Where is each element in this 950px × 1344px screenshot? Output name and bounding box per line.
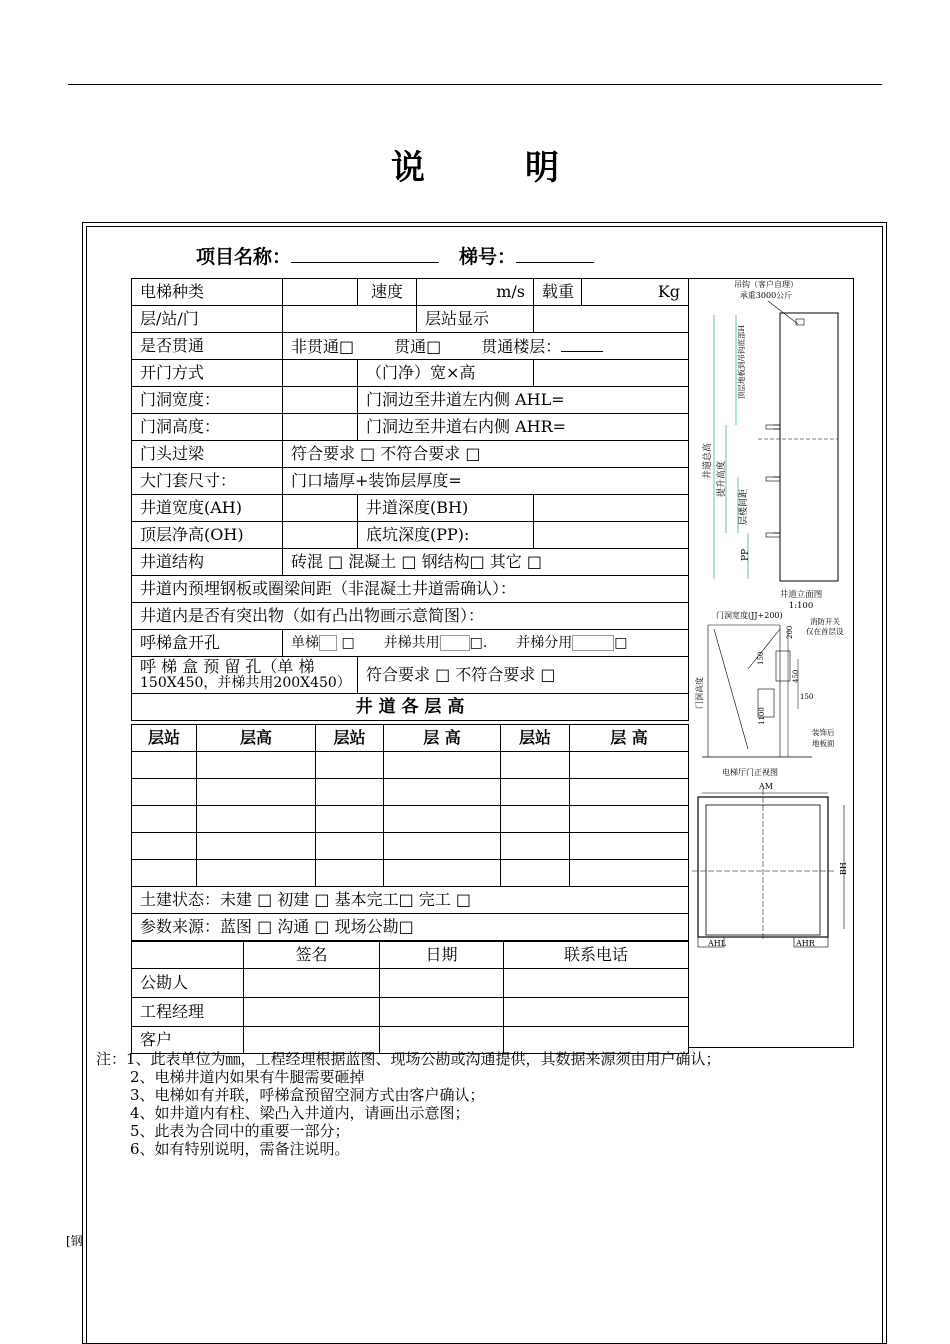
shaft-outline	[780, 313, 838, 581]
label-pp: 底坑深度(PP):	[358, 522, 534, 549]
label-oh: 顶层净高(OH)	[132, 522, 283, 549]
fig-elevation-scale: 1:100	[788, 601, 814, 611]
note-5: 5、此表为合同中的重要一部分；	[130, 1122, 350, 1140]
label-callbox-shared: 并梯共用	[383, 635, 440, 651]
project-name-label: 项目名称：	[196, 246, 292, 268]
field-through-floor[interactable]	[561, 337, 603, 352]
sign-col-signature: 签名	[244, 942, 380, 969]
value-door-height[interactable]	[283, 414, 358, 441]
label-callbox-split: 并梯分用	[516, 635, 573, 651]
label-protrusion[interactable]: 井道内是否有突出物（如有凸出物画示意简图）：	[132, 603, 689, 630]
label-structure: 井道结构	[132, 549, 283, 576]
label-ah: 井道宽度(AH)	[132, 495, 283, 522]
heights-table	[131, 724, 689, 941]
checkbox-callbox-shared[interactable]: □.	[469, 635, 488, 651]
label-elevator-type: 电梯种类	[132, 279, 283, 306]
label-display: 层站显示	[417, 306, 534, 333]
label-door-height: 门洞高度：	[132, 414, 283, 441]
sign-col-date: 日期	[380, 942, 504, 969]
side-mark: [钢	[66, 1234, 83, 1248]
fig-door-width: 门洞宽度(JJ+200)	[716, 611, 783, 620]
table-row	[132, 752, 689, 779]
title-char-2: 明	[525, 148, 559, 188]
label-door-size: （门净）宽×高	[358, 360, 534, 387]
fig-pp: PP	[741, 548, 751, 561]
note-6: 6、如有特别说明，需备注说明。	[130, 1140, 350, 1158]
heights-col-station-2: 层站	[316, 725, 384, 752]
fig-lift-height: 提升高度	[717, 460, 727, 497]
note-1: 注：1、此表单位为㎜，工程经理根据蓝图、现场公勘或沟通提供，其数据来源须由用户确认；	[96, 1050, 721, 1068]
elevator-no-field[interactable]	[516, 244, 594, 263]
label-floors: 层/站/门	[132, 306, 283, 333]
value-callbox-reserve[interactable]: 符合要求 □ 不符合要求 □	[358, 657, 689, 694]
checkbox-callbox-split[interactable]: □	[614, 635, 628, 651]
fig-dim-200: 200	[786, 625, 794, 639]
fig-front-title: 电梯厅门正视图	[722, 768, 778, 777]
value-through	[283, 333, 689, 360]
label-lintel: 门头过梁	[132, 441, 283, 468]
hook-icon	[796, 319, 804, 325]
fig-elevation-title: 井道立面图	[779, 590, 823, 600]
sign-col-phone: 联系电话	[504, 942, 689, 969]
split-box-icon	[572, 635, 614, 651]
heights-col-station-3: 层站	[501, 725, 570, 752]
label-through-floor: 贯通楼层：	[481, 336, 562, 356]
value-door-frame[interactable]: 门口墙厚+装饰层厚度=	[283, 468, 689, 495]
value-speed[interactable]: m/s	[417, 279, 534, 306]
heights-col-height-3: 层 高	[570, 725, 689, 752]
fig-dim-150a: 150	[757, 651, 765, 665]
shared-box-icon	[440, 635, 470, 651]
label-door-width: 门洞宽度：	[132, 387, 283, 414]
data-source[interactable]: 参数来源：蓝图 □ 沟通 □ 现场公勘□	[132, 914, 689, 941]
spec-table	[131, 278, 689, 721]
fig-door-height: 门洞高度	[695, 677, 704, 709]
heights-col-height-2: 层 高	[384, 725, 501, 752]
note-4: 4、如井道内有柱、梁凸入井道内，请画出示意图；	[130, 1104, 470, 1122]
value-ah[interactable]	[283, 495, 358, 522]
label-bh: 井道深度(BH)	[358, 495, 534, 522]
value-structure[interactable]: 砖混 □ 混凝土 □ 钢结构□ 其它 □	[283, 549, 689, 576]
fig-hook-label: 吊钩（客户自理）	[734, 280, 798, 289]
table-row	[132, 806, 689, 833]
label-ahr: 门洞边至井道右内侧 AHR=	[358, 414, 689, 441]
checkbox-not-through[interactable]: 非贯通□	[291, 336, 355, 356]
label-callbox-single: 单梯	[291, 635, 320, 651]
label-door-frame: 大门套尺寸：	[132, 468, 283, 495]
checkbox-through[interactable]: 贯通□	[394, 336, 442, 356]
fig-dim-450: 450	[792, 669, 800, 683]
fig-dim-150b: 150	[800, 693, 814, 701]
heights-col-station-1: 层站	[132, 725, 197, 752]
value-open-mode[interactable]	[283, 360, 358, 387]
value-load[interactable]: Kg	[582, 279, 689, 306]
table-row	[132, 779, 689, 806]
signature-table	[131, 941, 689, 1054]
value-door-size[interactable]	[534, 360, 689, 387]
notes	[96, 1050, 721, 1158]
single-box-icon	[319, 635, 337, 651]
value-lintel[interactable]: 符合要求 □ 不符合要求 □	[283, 441, 689, 468]
page-title	[0, 140, 950, 189]
value-display[interactable]	[534, 306, 689, 333]
sign-row-customer: 客户	[132, 1027, 244, 1054]
sign-row-surveyor: 公勘人	[132, 969, 244, 998]
figures-svg	[688, 279, 854, 1049]
fig-dim-1100: 1100	[758, 707, 766, 725]
figure-panel	[688, 278, 854, 1048]
value-oh[interactable]	[283, 522, 358, 549]
label-ahl: 门洞边至井道左内侧 AHL=	[358, 387, 689, 414]
value-floors[interactable]	[283, 306, 417, 333]
fig-fire-switch-note: 仅在首层设	[806, 627, 844, 636]
note-2: 2、电梯井道内如果有牛腿需要砸掉	[130, 1068, 365, 1086]
fig-ahr: AHR	[796, 939, 815, 948]
value-bh[interactable]	[534, 495, 689, 522]
label-callbox-reserve: 呼 梯 盒 预 留 孔（单 梯 150X450，并梯共用200X450）	[132, 657, 358, 694]
fig-bh: BH	[839, 862, 848, 875]
title-char-1: 说	[391, 148, 425, 188]
label-embedded-plate[interactable]: 井道内预埋钢板或圈梁间距（非混凝土井道需确认）：	[132, 576, 689, 603]
fig-ahl: AHL	[708, 939, 727, 948]
fig-total-height: 井道总高	[703, 442, 713, 479]
fig-hook-load: 承重3000公斤	[739, 291, 793, 300]
value-callbox	[283, 630, 689, 657]
construction-status[interactable]: 土建状态：未建 □ 初建 □ 基本完工□ 完工 □	[132, 887, 689, 914]
top-rule	[68, 84, 882, 85]
project-name-field[interactable]	[291, 244, 439, 263]
value-door-width[interactable]	[283, 387, 358, 414]
elevator-no-label: 梯号：	[459, 246, 517, 268]
table-row	[132, 860, 689, 887]
checkbox-callbox-single[interactable]: □	[341, 635, 355, 651]
label-through: 是否贯通	[132, 333, 283, 360]
fig-fire-switch: 消防开关	[810, 617, 840, 626]
value-pp[interactable]	[534, 522, 689, 549]
label-open-mode: 开门方式	[132, 360, 283, 387]
value-elevator-type[interactable]	[283, 279, 358, 306]
project-line	[196, 242, 594, 269]
label-load: 载重	[534, 279, 582, 306]
fig-floor-gap: 层楼间距	[739, 488, 749, 525]
table-row	[132, 833, 689, 860]
sign-row-manager: 工程经理	[132, 998, 244, 1027]
heights-col-height-1: 层高	[197, 725, 316, 752]
label-speed: 速度	[358, 279, 417, 306]
fig-am: AM	[759, 782, 773, 791]
note-3: 3、电梯如有并联，呼梯盒预留空洞方式由客户确认；	[130, 1086, 485, 1104]
fig-deco-a: 装饰后	[812, 728, 835, 737]
heights-title: 井 道 各 层 高	[132, 694, 689, 721]
fig-top-height: 顶层地板到吊钩底部H	[737, 324, 746, 399]
label-callbox: 呼梯盒开孔	[132, 630, 283, 657]
fig-deco-b: 地板面	[812, 739, 835, 748]
